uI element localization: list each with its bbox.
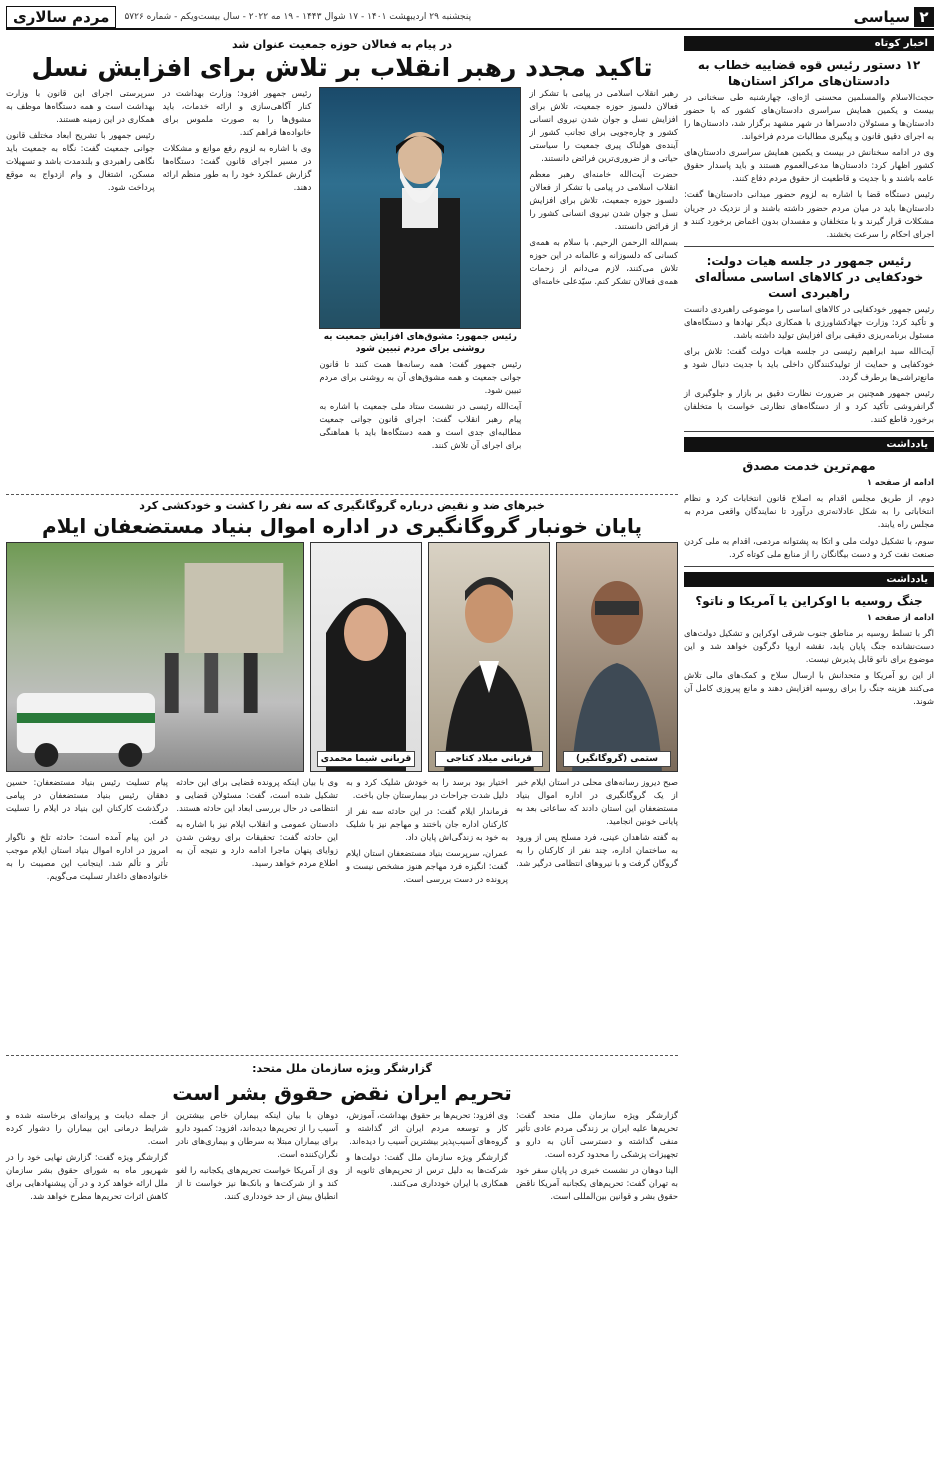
paragraph: گزارشگر ویژه گفت: گزارش نهایی خود را در شهریور ماه به شورای حقوق بشر سازمان ملل ارائه خواهد کرد و در آن پیشنهادهایی برای کاهش اثرات تحریم‌ها مطرح خواهد شد. — [6, 1152, 168, 1202]
paragraph: بسم‌الله الرحمن الرحیم. با سلام به همه‌ی کسانی که دلسوزانه و عالمانه در این حوزه تلاش می‌کنند، لازم می‌دانم از زحمات همه‌ی فعالان تشکر کنم. سیّدعلی خامنه‌ای — [529, 237, 678, 287]
divider — [684, 431, 934, 432]
brief-body — [684, 303, 934, 426]
dateline: پنجشنبه ۲۹ اردیبهشت ۱۴۰۱ - ۱۷ شوال ۱۴۴۳ - ۱۹ مه ۲۰۲۲ - سال بیست‌ویکم - شماره ۵۷۲۶ — [124, 12, 472, 22]
person-icon — [311, 543, 421, 772]
divider — [684, 246, 934, 247]
story-headline: پایان خونبار گروگانگیری در اداره اموال بنیاد مستضعفان ایلام — [42, 514, 642, 538]
photo-strip — [6, 542, 678, 772]
paragraph: از جمله دیابت و پروانه‌ای برخاسته شده و شرایط درمانی این بیماران را دشوار کرده است. — [6, 1110, 168, 1147]
person-icon — [557, 543, 677, 772]
brief-body — [684, 611, 934, 708]
page-number: ۲ — [914, 7, 934, 27]
story-column — [346, 1109, 508, 1206]
paragraph: حجت‌الاسلام والمسلمین محسنی اژه‌ای، چهارشنبه طی سخنانی در بیست و یکمین همایش سراسری دادستان‌های کشور که با حضور دادستان‌ها و مسئولان دادسرا‌ها در شهر مشهد برگزار شد، دادستان‌ها را به اجرای دقیق قانون و پیگیری مطالبات مردم فراخواند. — [684, 92, 934, 142]
story-column — [516, 776, 678, 889]
paragraph: دادستان عمومی و انقلاب ایلام نیز با اشاره به این حادثه گفت: تحقیقات برای روشن شدن زوایای پنهان ماجرا ادامه دارد و نتیجه آن به اطلاع مردم خواهد رسید. — [176, 819, 338, 869]
paragraph: به گفته شاهدان عینی، فرد مسلح پس از ورود به ساختمان اداره، چند نفر از کارکنان را به گروگان گرفت و با نیروهای انتظامی درگیر شد. — [516, 832, 678, 869]
story-column — [176, 1109, 338, 1206]
paragraph: دوهان با بیان اینکه بیماران خاص بیشترین آسیب را از تحریم‌ها دیده‌اند، افزود: کمبود دارو برای بیماران مبتلا به سرطان و بیماری‌های نادر نگران‌کننده است. — [176, 1110, 338, 1160]
brief-title: مهم‌ترین خدمت مصدق — [742, 459, 876, 474]
portrait-icon — [370, 118, 470, 328]
story-headline: تحریم ایران نقض حقوق بشر است — [172, 1081, 512, 1105]
paragraph: رئیس جمهور افزود: وزارت بهداشت در کنار آگاهی‌سازی و ارائه خدمات، باید مشوق‌ها را به صورت ملموس برای خانواده‌ها فراهم کند. — [162, 88, 312, 138]
paragraph: رهبر انقلاب اسلامی در پیامی با تشکر از فعالان دلسوز حوزه جمعیت، تلاش برای افزایش نسل و جوان شدن نیروی انسانی کشور و چاره‌جویی برای تجانب کشور از آینده‌ی هولناک پیری جمعیت را سیاستی حیاتی و از ضروری‌ترین فرائض دانستند. — [529, 88, 678, 164]
paragraph: آیت‌الله رئیسی در نشست ستاد ملی جمعیت با اشاره به پیام رهبر انقلاب گفت: اجرای قانون جوانی جمعیت مطالبه‌ای جدی است و همه دستگاه‌ها باید با هماهنگی برای اجرای آن تلاش کنند. — [319, 401, 522, 451]
story-column — [6, 776, 168, 889]
brief-body — [684, 476, 934, 560]
leader-photo — [319, 87, 521, 329]
paragraph: رئیس جمهور گفت: همه رسانه‌ها همت کنند تا قانون جوانی جمعیت و همه مشوق‌های آن به روشنی برای مردم تبیین شود. — [319, 359, 522, 396]
photo-scene — [6, 542, 304, 772]
paragraph: در این پیام آمده است: حادثه تلخ و ناگوار امروز در اداره اموال بنیاد استان ایلام موجب تأثر و تألم شد. اینجانب این مصیبت را به خانواده‌های داغدار تسلیت می‌گویم. — [6, 832, 168, 882]
story-columns — [6, 1109, 678, 1206]
paragraph: وی با بیان اینکه پرونده قضایی برای این حادثه تشکیل شده است، گفت: مسئولان قضایی و انتظامی در حال بررسی ابعاد این حادثه هستند. — [176, 777, 338, 814]
divider — [684, 566, 934, 567]
paragraph: اگر با تسلط روسیه بر مناطق جنوب شرقی اوکراین و تشکیل دولت‌های دست‌نشانده جنگ پایان یابد، نقشه اروپا دگرگون خواهد شد و این موضوع برای ناتو قابل پذیرش نیست. — [684, 627, 934, 664]
scene-icon — [7, 543, 303, 772]
newspaper-brand: مردم سالاری — [6, 6, 116, 28]
story-column — [6, 1109, 168, 1206]
paragraph: وی در ادامه سخنانش در بیست و یکمین همایش سراسری دادستان‌های کشور اظهار کرد: دادستان‌ها مدعی‌العموم هستند و باید پاسدار حقوق عامه باشند و با جدیت و قاطعیت از حقوق مردم دفاع کنند. — [684, 147, 934, 184]
continued-note: ادامه از صفحه ۱ — [866, 611, 934, 622]
photo-block — [319, 87, 521, 455]
story-columns — [6, 87, 678, 455]
paragraph: پیام تسلیت رئیس بنیاد مستضعفان: حسین دهقان رئیس بنیاد مستضعفان در پیامی درگذشت کارکنان این بنیاد در ایلام را تسلیت گفت. — [6, 777, 168, 827]
paragraph: صبح دیروز رسانه‌های محلی در استان ایلام خبر از یک گروگانگیری در اداره اموال بنیاد مستضعفان این استان دادند که ساعاتی بعد به پایانی خونین انجامید. — [516, 777, 678, 827]
photo-victim-1 — [428, 542, 550, 772]
brief-title: جنگ روسیه با اوکراین یا آمریکا و ناتو؟ — [695, 593, 923, 608]
paragraph: دوم، از طریق مجلس اقدام به اصلاح قانون انتخابات کرد و نظام انتخاباتی را به شکل عادلانه‌تری درآورد تا نمایندگان واقعی مردم به مجلس راه یابند. — [684, 493, 934, 530]
paragraph: گزارشگر ویژه سازمان ملل متحد گفت: تحریم‌ها علیه ایران بر زندگی مردم عادی تأثیر منفی گذاشته و دسترسی آنان به دارو و تجهیزات پزشکی را محدود کرده است. — [516, 1110, 678, 1160]
paragraph: گزارشگر ویژه سازمان ملل گفت: دولت‌ها و شرکت‌ها به دلیل ترس از تحریم‌های ثانویه از همکاری با ایران خودداری می‌کنند. — [346, 1152, 508, 1189]
main-column — [6, 36, 678, 1206]
story-kicker: گزارشگر ویژه سازمان ملل متحد: — [252, 1062, 432, 1075]
story-column — [346, 776, 508, 889]
story-headline: تاکید مجدد رهبر انقلاب بر تلاش برای افزایش نسل — [31, 53, 653, 82]
paragraph: رئیس دستگاه قضا با اشاره به لزوم حضور میدانی دادستان‌ها گفت: دادستان‌ها باید در میان مردم حضور داشته باشند و از نزدیک در جریان مشکلات قرار گیرند و با متخلفان و مفسدان بدون اغماض برخورد کنند و اجرای احکام را سرعت بخشند. — [684, 189, 934, 239]
paragraph: عمران، سرپرست بنیاد مستضعفان استان ایلام گفت: انگیزه فرد مهاجم هنوز مشخص نیست و پرونده در دست بررسی است. — [346, 848, 508, 885]
brief-tag: یادداشت — [684, 437, 934, 452]
paragraph: سرپرستی اجرای این قانون با وزارت بهداشت است و همه دستگاه‌ها موظف به همکاری در این زمینه هستند. — [5, 88, 155, 125]
story-columns — [6, 776, 678, 889]
paragraph: از این رو آمریکا و متحدانش با ارسال سلاح و کمک‌های مالی تلاش می‌کنند هزینه جنگ را برای روسیه افزایش دهند و مانع پیروزی کامل آن شوند. — [684, 669, 934, 706]
story-column — [176, 776, 338, 889]
paragraph: حضرت آیت‌الله خامنه‌ای رهبر معظم انقلاب اسلامی در پیامی با تشکر از فعالان دلسوز حوزه جمعیت، تلاش برای افزایش نسل و جوان شدن نیروی انسانی کشور را از فرائض دانستند. — [529, 169, 678, 232]
person-icon — [429, 543, 549, 772]
paragraph: الینا دوهان در نشست خبری در پایان سفر خود به تهران گفت: تحریم‌های یکجانبه آمریکا ناقض حقوق بشر و قوانین بین‌المللی است. — [516, 1165, 678, 1202]
brief-tag: اخبار کوتاه — [684, 36, 934, 51]
paragraph: آیت‌الله سید ابراهیم رئیسی در جلسه هیات دولت گفت: تلاش برای خودکفایی و حمایت از تولیدکنندگان داخلی باید با جدیت دنبال شود و مانع‌تراشی‌ها برطرف گردد. — [684, 346, 934, 383]
paragraph: وی افزود: تحریم‌ها بر حقوق بهداشت، آموزش، کار و توسعه مردم ایران اثر گذاشته و گروه‌های آسیب‌پذیر بیشترین آسیب را دیده‌اند. — [346, 1110, 508, 1147]
paragraph: رئیس جمهور همچنین بر ضرورت نظارت دقیق بر بازار و جلوگیری از گرانفروشی تأکید کرد و از دستگاه‌های نظارتی خواست با متخلفان برخورد قاطع کنند. — [684, 388, 934, 425]
paragraph: وی با اشاره به لزوم رفع موانع و مشکلات در مسیر اجرای قانون گفت: دستگاه‌ها گزارش عملکرد خود را به طور منظم ارائه دهند. — [162, 143, 312, 193]
paragraph: وی از آمریکا خواست تحریم‌های یکجانبه را لغو کند و از شرکت‌ها و بانک‌ها نیز خواست تا از انطباق بیش از حد خودداری کنند. — [176, 1165, 338, 1202]
hostage-story — [6, 499, 678, 1056]
continued-note: ادامه از صفحه ۱ — [866, 477, 934, 488]
brief-body — [684, 91, 934, 240]
story-column — [529, 87, 678, 455]
paragraph: سوم، با تشکیل دولت ملی و اتکا به پشتوانه مردمی، اقدام به ملی کردن صنعت نفت کرد و دست بیگانگان را از منابع ملی کوتاه کرد. — [684, 535, 934, 559]
story-column — [6, 87, 155, 455]
paragraph: فرماندار ایلام گفت: در این حادثه سه نفر از کارکنان اداره جان باختند و مهاجم نیز با شلیک به خود به زندگی‌اش پایان داد. — [346, 806, 508, 843]
photo-label: قربانی شیما محمدی — [317, 751, 415, 767]
photo-caption: رئیس جمهور: مشوق‌های افزایش جمعیت به روشنی برای مردم تبیین شود — [323, 332, 517, 354]
brief-tag: یادداشت — [684, 572, 934, 587]
section-name: سیاسی — [853, 8, 910, 26]
brief-title: رئیس جمهور در جلسه هیات دولت: خودکفایی در کالاهای اساسی مسأله‌ای راهبردی است — [694, 253, 924, 300]
photo-label: ستمی (گروگانگیر) — [563, 751, 671, 767]
story-kicker: در پیام به فعالان حوزه جمعیت عنوان شد — [231, 38, 453, 51]
story-kicker: خبرهای ضد و نقیض درباره گروگانگیری که سه نفر را کشت و خودکشی کرد — [139, 499, 545, 512]
page-header — [6, 6, 934, 30]
paragraph: اختیار بود برسد را به خودش شلیک کرد و به دلیل شدت جراحات در بیمارستان جان باخت. — [346, 777, 508, 801]
photo-label: قربانی میلاد کتاجی — [435, 751, 543, 767]
sanctions-story — [6, 1062, 678, 1206]
brief-title: ۱۲ دستور رئیس قوه قضاییه خطاب به دادستان‌های مراکز استان‌ها — [697, 58, 921, 89]
lead-story — [6, 38, 678, 495]
page-number-block — [854, 7, 934, 27]
story-column — [319, 358, 521, 452]
story-column — [163, 87, 312, 455]
paragraph: رئیس جمهور خودکفایی در کالاهای اساسی را موضوعی راهبردی دانست و تأکید کرد: وزارت جهادکشاورزی با همکاری دیگر نهادها و دستگاه‌های مسئول برنامه‌ریزی دقیقی برای افزایش تولید داشته باشد. — [684, 304, 934, 341]
right-column — [684, 36, 934, 711]
story-column — [516, 1109, 678, 1206]
photo-hostage-taker — [556, 542, 678, 772]
photo-victim-2 — [310, 542, 422, 772]
paragraph: رئیس جمهور با تشریح ابعاد مختلف قانون جوانی جمعیت گفت: نگاه به جمعیت باید نگاهی راهبردی و بلندمدت باشد و تسهیلات مسکن، اشتغال و وام ازدواج به موقع پرداخت شود. — [5, 130, 155, 193]
